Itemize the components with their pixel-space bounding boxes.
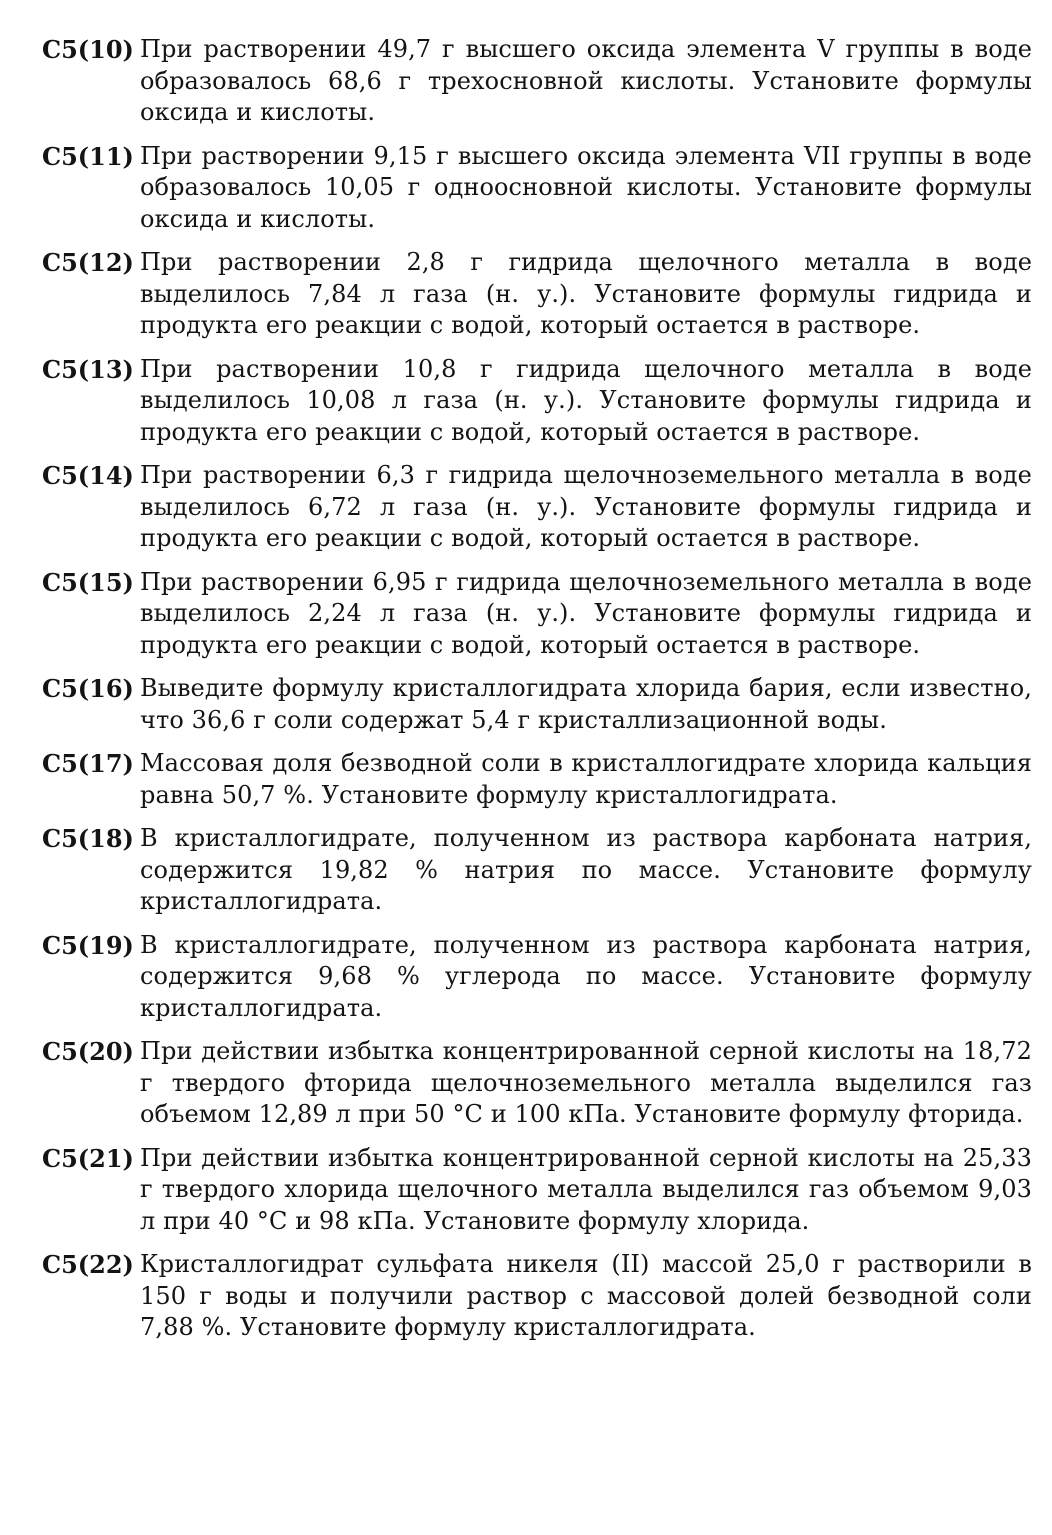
problem-number: C5(22) [42,1250,134,1279]
problem-c5-12 [42,247,1032,342]
problem-c5-14 [42,460,1032,555]
problem-text: При растворении 6,3 г гидрида щелочноземельного металла в воде выделилось 6,72 л газа (н. у.). Установите формулы гидрида и продукта его реакции с водой, который остается в растворе. [140,461,1032,552]
problem-text: При растворении 9,15 г высшего оксида элемента VII группы в воде образовалось 10,05 г одноосновной кислоты. Установите формулы оксида и кислоты. [140,141,1032,233]
problem-text: При растворении 49,7 г высшего оксида элемента V группы в воде образовалось 68,6 г трехосновной кислоты. Установите формулы оксида и кислоты. [140,35,1032,126]
problem-text: Кристаллогидрат сульфата никеля (II) массой 25,0 г растворили в 150 г воды и получили раствор с массовой долей безводной соли 7,88 %. Установите формулу кристаллогидрата. [140,1250,1032,1341]
problem-number: C5(10) [42,35,134,64]
problem-number: C5(13) [42,354,134,384]
problem-number: C5(21) [42,1143,134,1173]
problem-c5-22 [42,1249,1032,1344]
problem-number: C5(19) [42,930,134,960]
problem-number: C5(20) [42,1037,134,1066]
problem-text: В кристаллогидрате, полученном из раствора карбоната натрия, содержится 9,68 % углерода по массе. Установите формулу кристаллогидрата. [140,930,1032,1022]
problem-c5-13 [42,354,1032,449]
problem-number: C5(11) [42,141,134,171]
problem-c5-21 [42,1143,1032,1238]
problem-text: Выведите формулу кристаллогидрата хлорида бария, если известно, что 36,6 г соли содержат 5,4 г кристаллизационной воды. [140,674,1032,734]
problem-list [42,34,1032,1356]
problem-c5-17 [42,748,1032,811]
problem-c5-10 [42,34,1032,129]
problem-number: C5(17) [42,749,134,778]
problem-c5-18 [42,823,1032,918]
problem-text: В кристаллогидрате, полученном из раствора карбоната натрия, содержится 19,82 % натрия по массе. Установите формулу кристаллогидрата. [140,824,1032,915]
problem-text: Массовая доля безводной соли в кристаллогидрате хлорида кальция равна 50,7 %. Установите формулу кристаллогидрата. [140,749,1032,809]
problem-number: C5(14) [42,461,134,490]
problem-number: C5(18) [42,824,134,853]
problem-text: При растворении 2,8 г гидрида щелочного металла в воде выделилось 7,84 л газа (н. у.). Установите формулы гидрида и продукта его реакции с водой, который остается в растворе. [140,248,1032,339]
problem-number: C5(16) [42,674,134,703]
problem-c5-19 [42,930,1032,1025]
problem-c5-11 [42,141,1032,236]
problem-text: При действии избытка концентрированной серной кислоты на 18,72 г твердого фторида щелочноземельного металла выделился газ объемом 12,89 л при 50 °C и 100 кПа. Установите формулу фторида. [140,1037,1032,1128]
problem-c5-16 [42,673,1032,736]
problem-c5-15 [42,567,1032,662]
problem-c5-20 [42,1036,1032,1131]
problem-number: C5(12) [42,248,134,277]
problem-text: При действии избытка концентрированной серной кислоты на 25,33 г твердого хлорида щелочного металла выделился газ объемом 9,03 л при 40 °C и 98 кПа. Установите формулу хлорида. [140,1143,1032,1235]
problem-number: C5(15) [42,567,134,597]
problem-text: При растворении 10,8 г гидрида щелочного металла в воде выделилось 10,08 л газа (н. у.). Установите формулы гидрида и продукта его реакции с водой, который остается в растворе. [140,354,1032,446]
problem-text: При растворении 6,95 г гидрида щелочноземельного металла в воде выделилось 2,24 л газа (н. у.). Установите формулы гидрида и продукта его реакции с водой, который остается в растворе. [140,567,1032,659]
